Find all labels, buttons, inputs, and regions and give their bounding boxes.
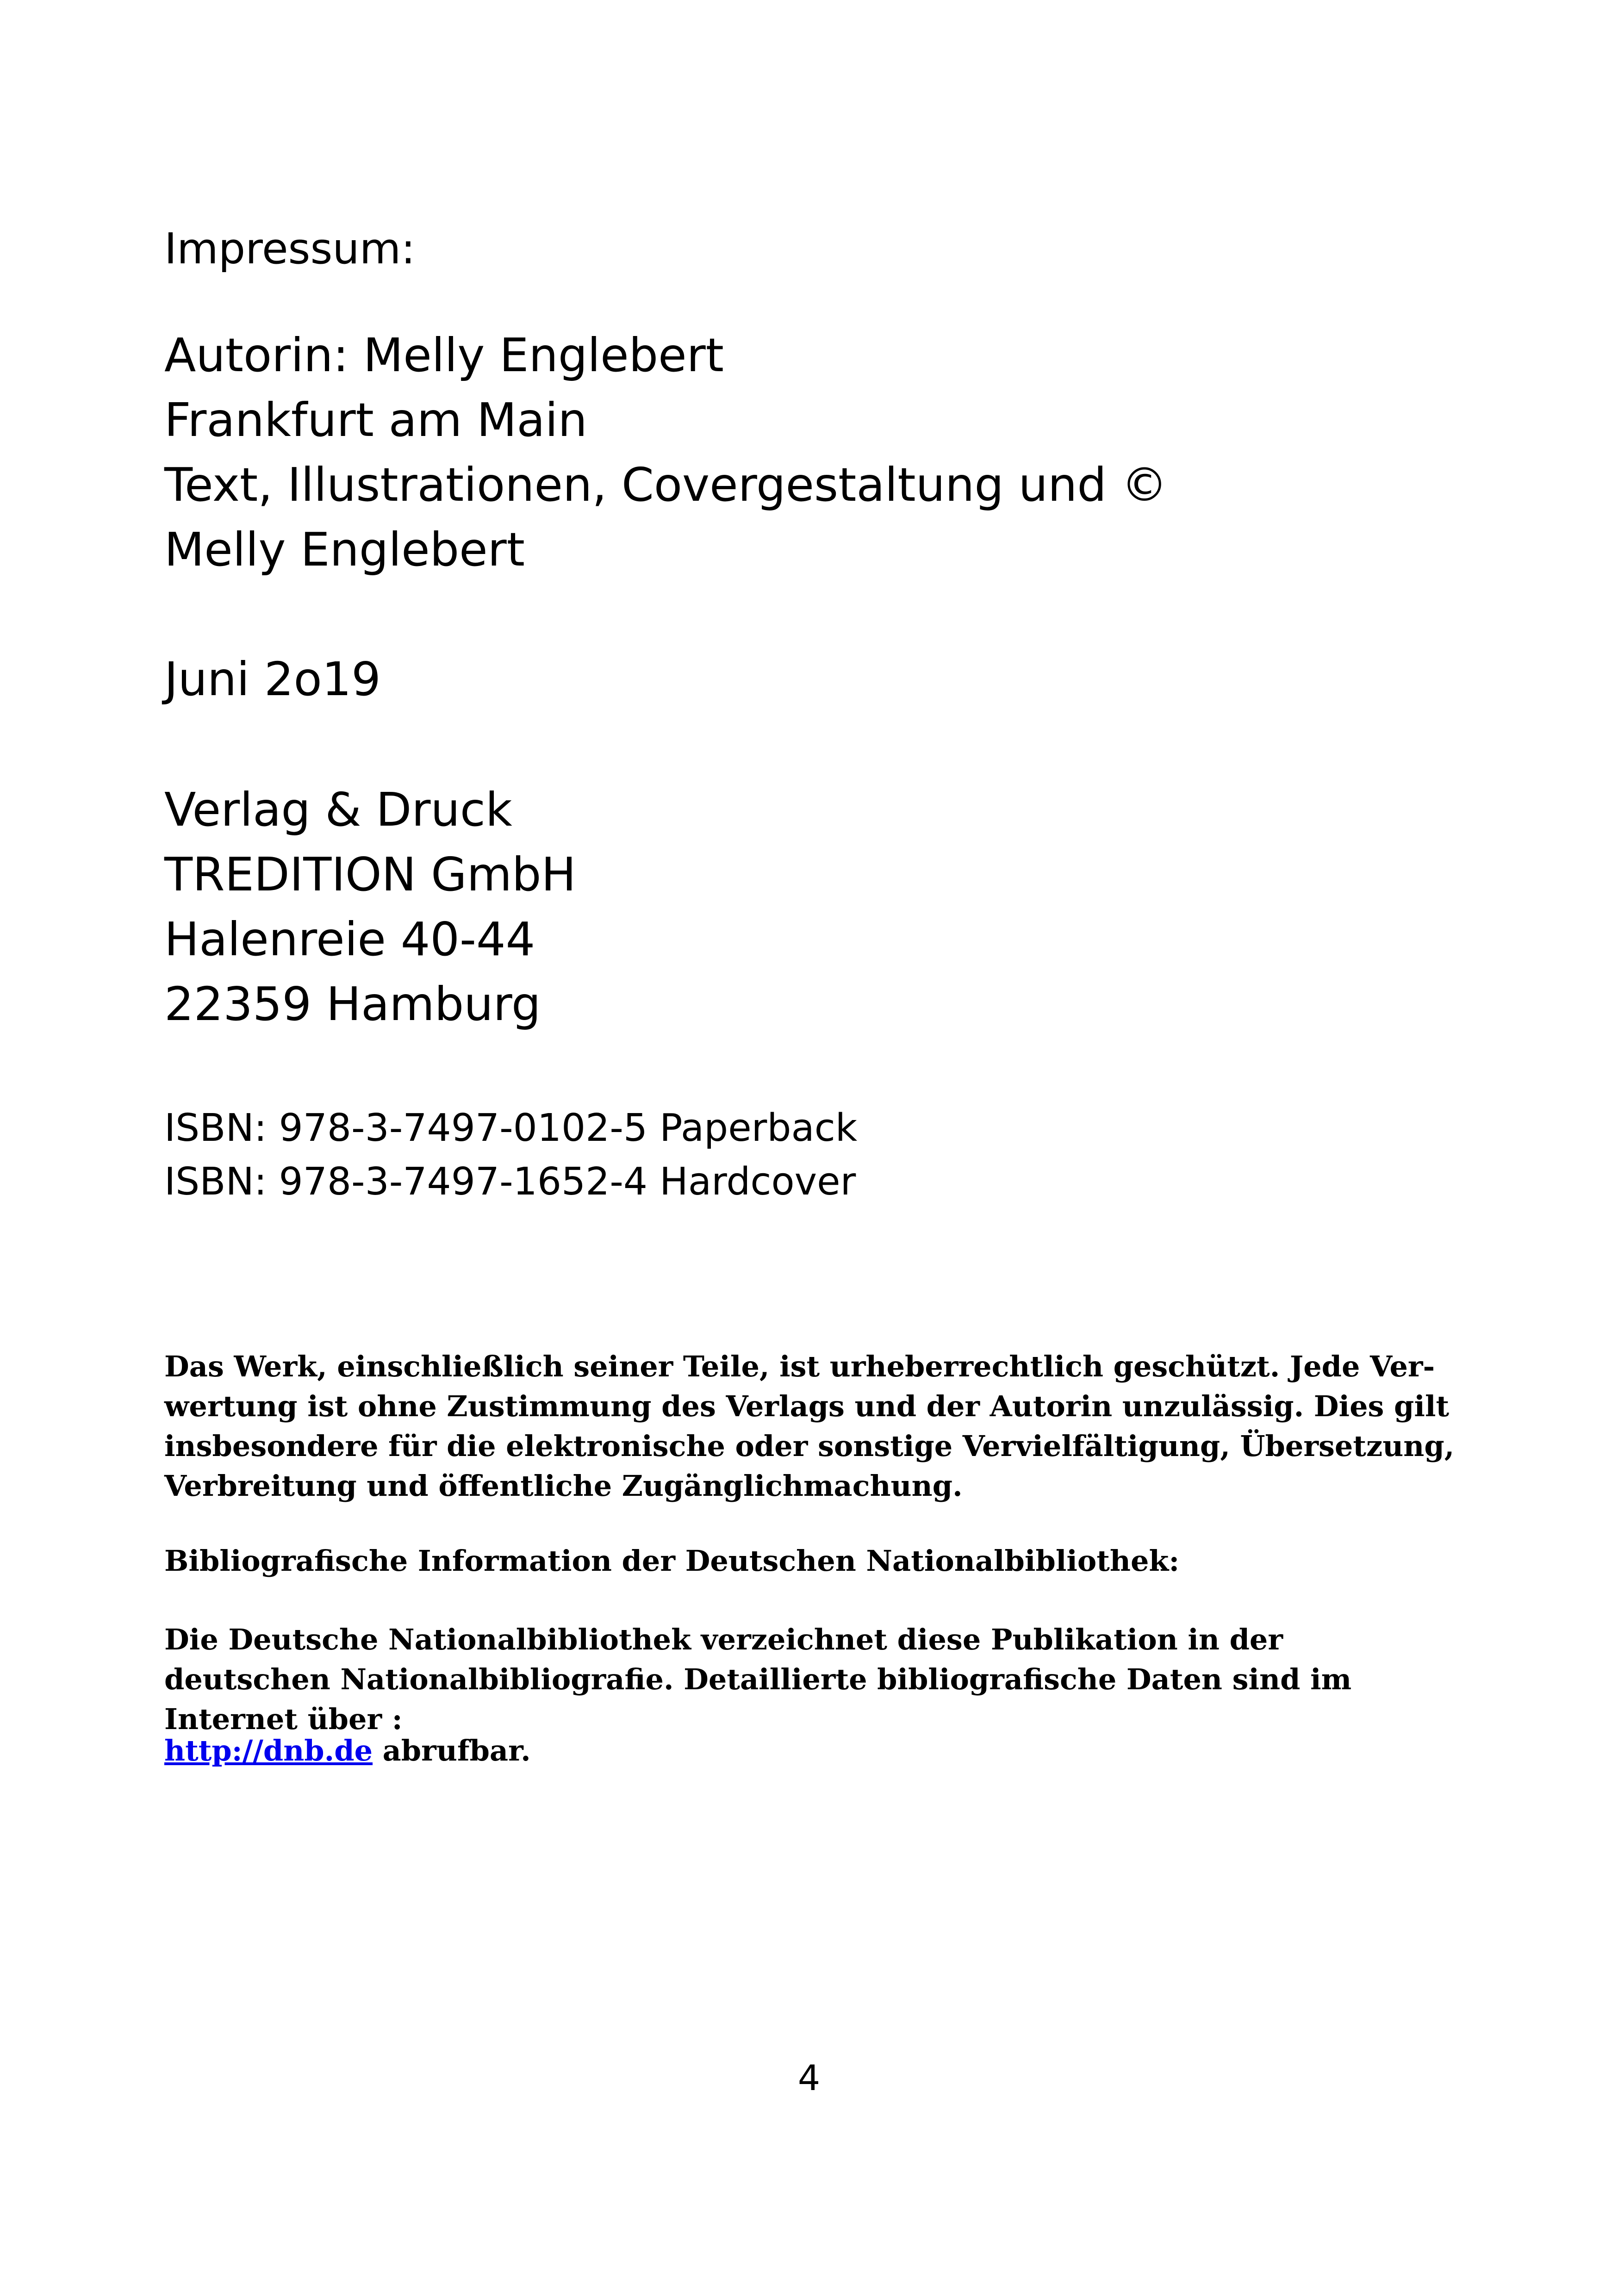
author-line: Autorin: Melly Englebert	[164, 328, 724, 382]
page-number: 4	[797, 2057, 821, 2098]
publisher-street-line: Halenreie 40-44	[164, 912, 535, 966]
bibliographic-text: Die Deutsche Nationalbibliothek verzeichnet diese Publikation in der deutschen Nationalbibliografie. Detaillierte bibliografische Daten sind im Internet über :	[164, 1623, 1352, 1736]
publisher-city-line: 22359 Hamburg	[164, 977, 541, 1031]
publisher-name-line: TREDITION GmbH	[164, 847, 576, 902]
dnb-link-suffix: abrufbar.	[373, 1734, 531, 1767]
credits-line: Text, Illustrationen, Covergestaltung und ©	[164, 458, 1168, 512]
author-block	[164, 323, 1168, 582]
dnb-link-paragraph	[164, 1731, 1456, 1771]
bibliographic-heading: Bibliografische Information der Deutschen Nationalbibliothek:	[164, 1544, 1180, 1578]
copyright-notice: Das Werk, einschließlich seiner Teile, ist urheberrechtlich geschützt. Jede Ver-wertung ist ohne Zustimmung des Verlags und der Autorin unzulässig. Dies gilt insbesondere für die elektronische oder sonstige Vervielfältigung, Übersetzung, Verbreitung und öffentliche Zugänglichmachung.	[164, 1350, 1455, 1503]
imprint-heading: Impressum:	[164, 224, 416, 274]
date-line: Juni 2o19	[164, 652, 381, 706]
publisher-block	[164, 778, 576, 1037]
publisher-label-line: Verlag & Druck	[164, 783, 512, 837]
author-city-line: Frankfurt am Main	[164, 393, 587, 447]
publication-date	[164, 647, 381, 712]
isbn-paperback: ISBN: 978-3-7497-0102-5 Paperback	[164, 1106, 858, 1150]
isbn-block	[164, 1101, 857, 1209]
dnb-link[interactable]: http://dnb.de	[164, 1734, 373, 1767]
credits-name-line: Melly Englebert	[164, 523, 525, 577]
isbn-hardcover: ISBN: 978-3-7497-1652-4 Hardcover	[164, 1160, 856, 1204]
